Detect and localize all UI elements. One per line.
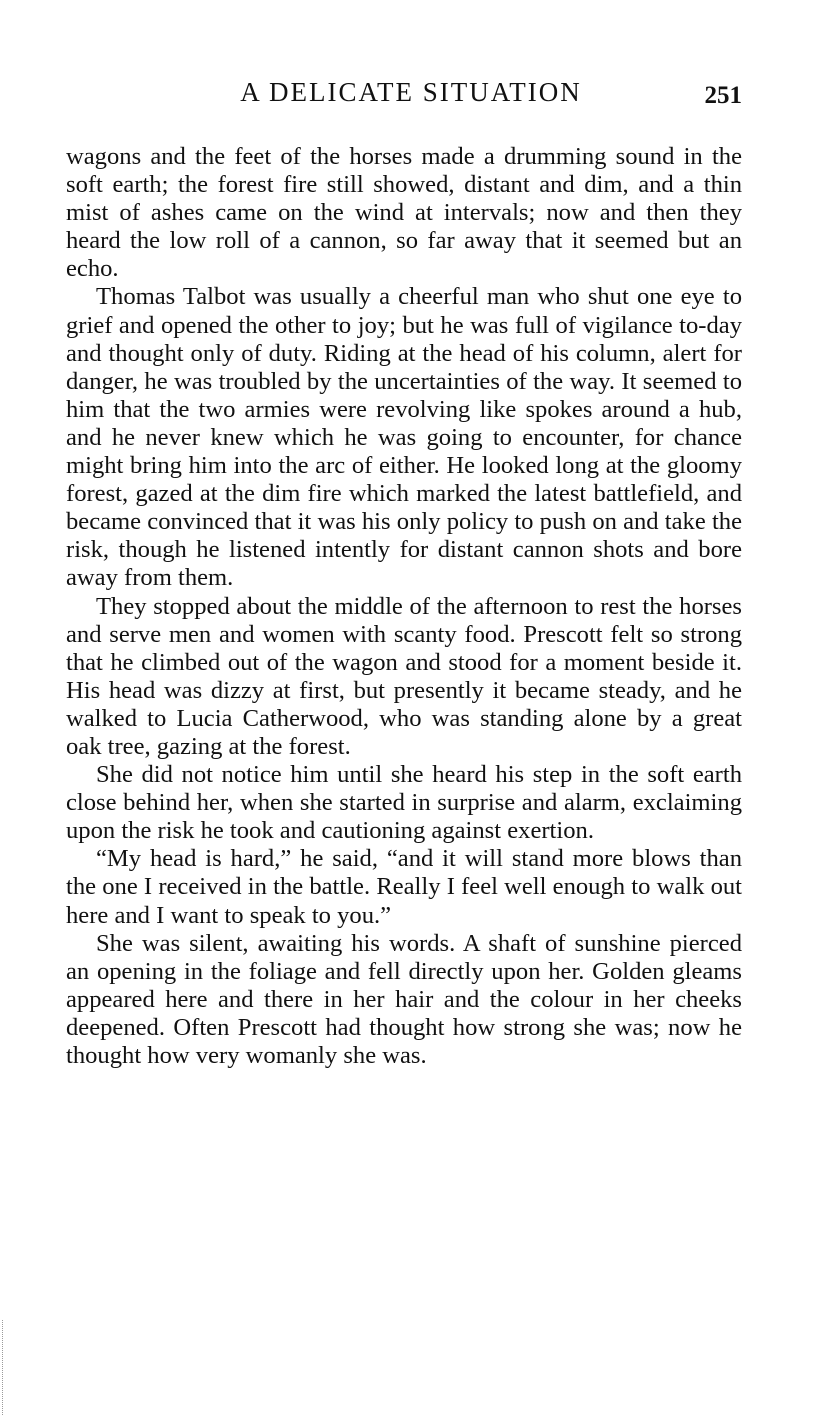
scan-edge-mark [2,1320,5,1415]
running-title: A DELICATE SITUATION [240,77,582,107]
paragraph-continued: wagons and the feet of the horses made a drumming sound in the soft earth; the forest fire still showed, distant and dim, and a thin mist of ashes came on the wind at intervals; now and then they heard the low roll of a cannon, so far away that it seemed but an echo. [66,143,742,283]
paragraph-talbot: Thomas Talbot was usually a cheerful man who shut one eye to grief and opened the other to joy; but he was full of vigilance to-day and thought only of duty. Riding at the head of his column, alert for danger, he was troubled by the uncertainties of the way. It seemed to him that the two armies were revolving like spokes around a hub, and he never knew which he was going to encounter, for chance might bring him into the arc of either. He looked long at the gloomy forest, gazed at the dim fire which marked the latest battlefield, and became convinced that it was his only policy to push on and take the risk, though he listened intently for distant cannon shots and bore away from them. [66,283,742,592]
page-number: 251 [704,82,742,109]
paragraph-dialogue: “My head is hard,” he said, “and it will stand more blows than the one I received in the battle. Really I feel well enough to walk out here and I want to speak to you.” [66,845,742,929]
running-head [66,72,742,112]
paragraph-afternoon-stop: They stopped about the middle of the afternoon to rest the horses and serve men and women with scanty food. Prescott felt so strong that he climbed out of the wagon and stood for a moment beside it. His head was dizzy at first, but presently it became steady, and he walked to Lucia Catherwood, who was standing alone by a great oak tree, gazing at the forest. [66,592,742,760]
paragraph-sunshine: She was silent, awaiting his words. A shaft of sunshine pierced an opening in the foliage and fell directly upon her. Golden gleams appeared here and there in her hair and the colour in her cheeks deepened. Often Prescott had thought how strong she was; now he thought how very womanly she was. [66,929,742,1069]
body-text [66,143,742,1070]
paragraph-her-surprise: She did not notice him until she heard his step in the soft earth close behind her, when she started in surprise and alarm, exclaiming upon the risk he took and cautioning against exertion. [66,761,742,845]
